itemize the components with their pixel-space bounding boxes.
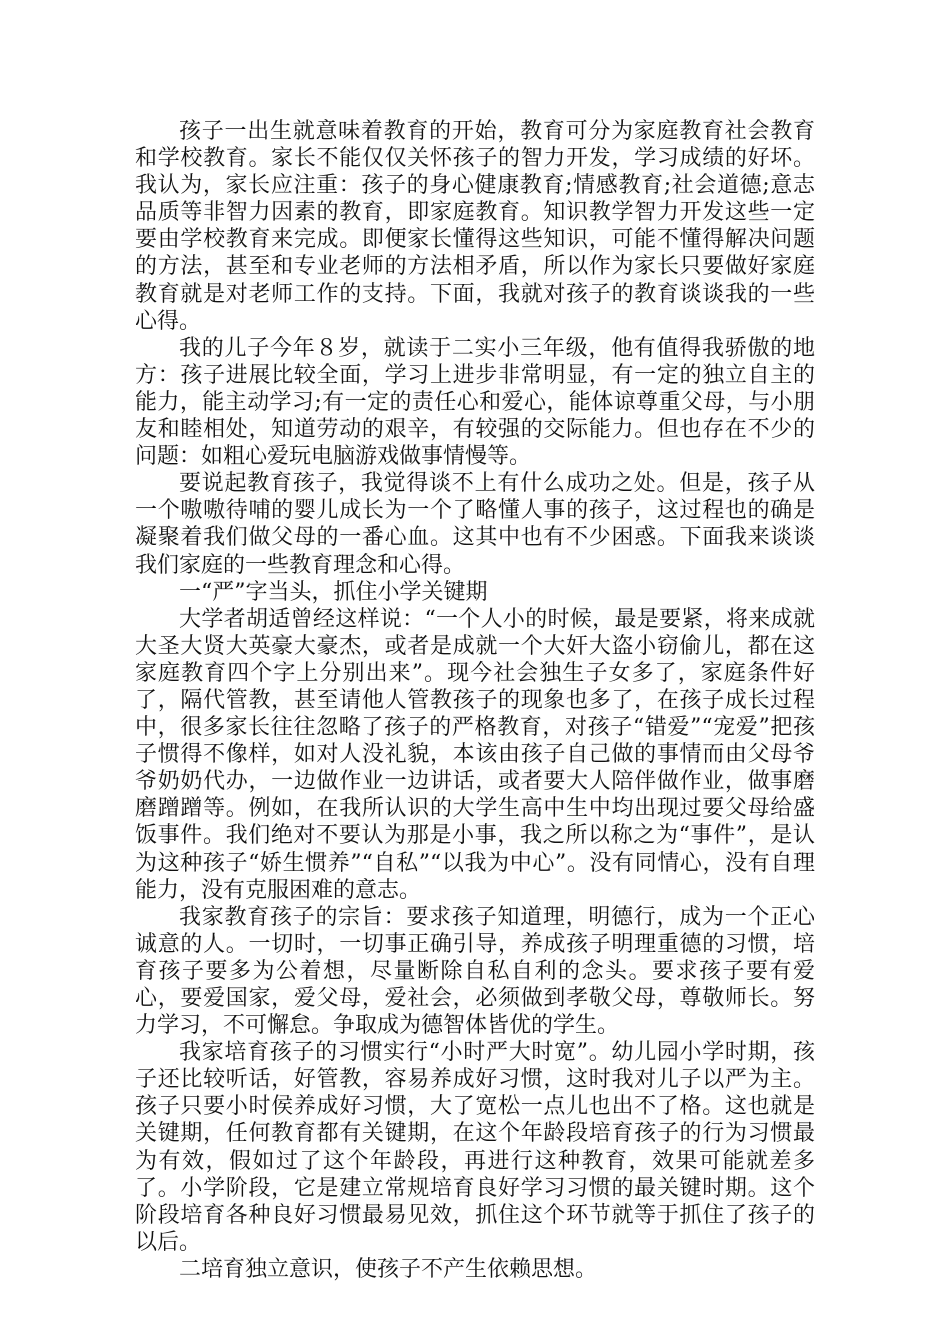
paragraph-hushi-quote: 大学者胡适曾经这样说：“一个人小的时候，最是要紧，将来成就大圣大贤大英豪大豪杰，或者是成就一个大奸大盗小窃偷儿，都在这家庭教育四个字上分别出来”。现今社会独生子女多了，家庭条件好了，隔代管教，甚至请他人管教孩子的现象也多了，在孩子成长过程中，很多家长往往忽略了孩子的严格教育，对孩子“错爱”“宠爱”把孩子惯得不像样，如对人没礼貌，本该由孩子自己做的事情而由父母爷爷奶奶代办，一边做作业一边讲话，或者要大人陪伴做作业，做事磨磨蹭蹭等。例如，在我所认识的大学生高中生中均出现过要父母给盛饭事件。我们绝对不要认为那是小事，我之所以称之为“事件”，是认为这种孩子“娇生惯养”“自私”“以我为中心”。没有同情心，没有自理能力，没有克服困难的意志。 bbox=[135, 606, 815, 903]
paragraph-experience: 要说起教育孩子，我觉得谈不上有什么成功之处。但是，孩子从一个嗷嗷待哺的婴儿成长为一个了略懂人事的孩子，这过程也的确是凝聚着我们做父母的一番心血。这其中也有不少困惑。下面我来谈谈我们家庭的一些教育理念和心得。 bbox=[135, 471, 815, 578]
paragraph-son: 我的儿子今年８岁，就读于二实小三年级，他有值得我骄傲的地方：孩子进展比较全面，学习上进步非常明显，有一定的独立自主的能力，能主动学习;有一定的责任心和爱心，能体谅尊重父母，与小朋友和睦相处，知道劳动的艰辛，有较强的交际能力。但也存在不少的问题：如粗心爱玩电脑游戏做事情慢等。 bbox=[135, 335, 815, 470]
section-heading-2: 二培育独立意识，使孩子不产生依赖思想。 bbox=[179, 1256, 598, 1282]
paragraph-principle: 我家教育孩子的宗旨：要求孩子知道理，明德行，成为一个正心诚意的人。一切时，一切事正确引导，养成孩子明理重德的习惯，培育孩子要多为公着想，尽量断除自私自利的念头。要求孩子要有爱心，要爱国家，爱父母，爱社会，必须做到孝敬父母，尊敬师长。努力学习，不可懈怠。争取成为德智体皆优的学生。 bbox=[135, 904, 815, 1039]
section-heading-1: 一“严”字当头，抓住小学关键期 bbox=[179, 579, 488, 605]
paragraph-intro: 孩子一出生就意味着教育的开始，教育可分为家庭教育社会教育和学校教育。家长不能仅仅关怀孩子的智力开发，学习成绩的好坏。我认为，家长应注重：孩子的身心健康教育;情感教育;社会道德;意志品质等非智力因素的教育，即家庭教育。知识教学智力开发这些一定要由学校教育来完成。即便家长懂得这些知识，可能不懂得解决问题的方法，甚至和专业老师的方法相矛盾，所以作为家长只要做好家庭教育就是对老师工作的支持。下面，我就对孩子的教育谈谈我的一些心得。 bbox=[135, 119, 815, 334]
document-body bbox=[135, 118, 815, 1283]
paragraph-habits: 我家培育孩子的习惯实行“小时严大时宽”。幼儿园小学时期，孩子还比较听话，好管教，容易养成好习惯，这时我对儿子以严为主。孩子只要小时侯养成好习惯，大了宽松一点儿也出不了格。这也就是关键期，任何教育都有关键期，在这个年龄段培育孩子的行为习惯最为有效，假如过了这个年龄段，再进行这种教育，效果可能就差多了。小学阶段，它是建立常规培育良好学习习惯的最关键时期。这个阶段培育各种良好习惯最易见效，抓住这个环节就等于抓住了孩子的以后。 bbox=[135, 1040, 815, 1255]
